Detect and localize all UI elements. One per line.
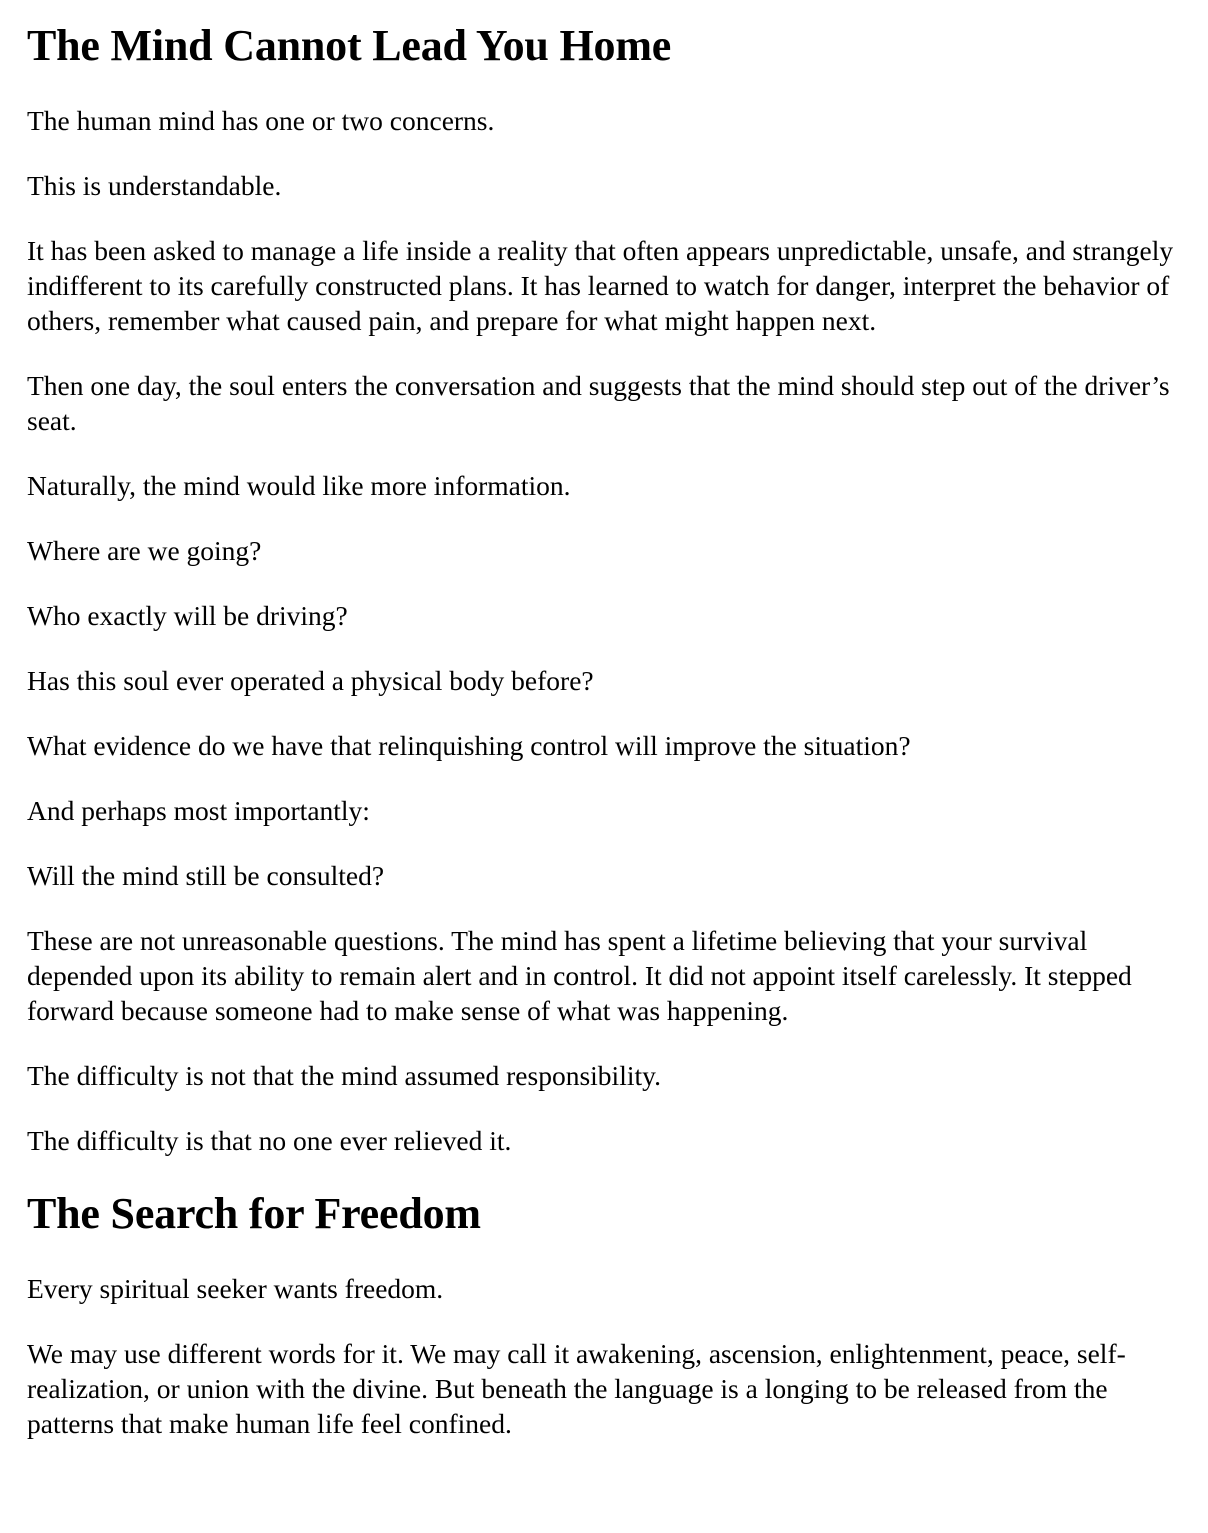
- paragraph: Will the mind still be consulted?: [27, 860, 385, 891]
- article-title: The Mind Cannot Lead You Home: [27, 21, 672, 70]
- paragraph: Where are we going?: [27, 535, 262, 566]
- paragraph: We may use different words for it. We may call it awakening, ascension, enlightenment, peace, self-realization, or union with the divine. But beneath the language is a longing to be released from the patterns that make human life feel confined.: [27, 1338, 1126, 1439]
- paragraph: It has been asked to manage a life inside a reality that often appears unpredictable, unsafe, and strangely indifferent to its carefully constructed plans. It has learned to watch for danger, interpret the behavior of others, remember what caused pain, and prepare for what might happen next.: [27, 235, 1174, 336]
- paragraph: Who exactly will be driving?: [27, 600, 348, 631]
- paragraph: These are not unreasonable questions. The mind has spent a lifetime believing that your survival depended upon its ability to remain alert and in control. It did not appoint itself carelessly. It stepped forward because someone had to make sense of what was happening.: [27, 925, 1132, 1026]
- paragraph: Every spiritual seeker wants freedom.: [27, 1273, 444, 1304]
- article: [0, 20, 1208, 1441]
- paragraph: This is understandable.: [27, 170, 282, 201]
- section-heading: The Search for Freedom: [27, 1189, 481, 1238]
- paragraph: Has this soul ever operated a physical body before?: [27, 665, 594, 696]
- paragraph: What evidence do we have that relinquishing control will improve the situation?: [27, 730, 911, 761]
- paragraph: The difficulty is not that the mind assumed responsibility.: [27, 1060, 661, 1091]
- paragraph: And perhaps most importantly:: [27, 795, 370, 826]
- paragraph: The human mind has one or two concerns.: [27, 105, 495, 136]
- paragraph: Naturally, the mind would like more information.: [27, 470, 571, 501]
- paragraph: The difficulty is that no one ever relieved it.: [27, 1125, 512, 1156]
- paragraph: Then one day, the soul enters the conversation and suggests that the mind should step out of the driver’s seat.: [27, 370, 1170, 436]
